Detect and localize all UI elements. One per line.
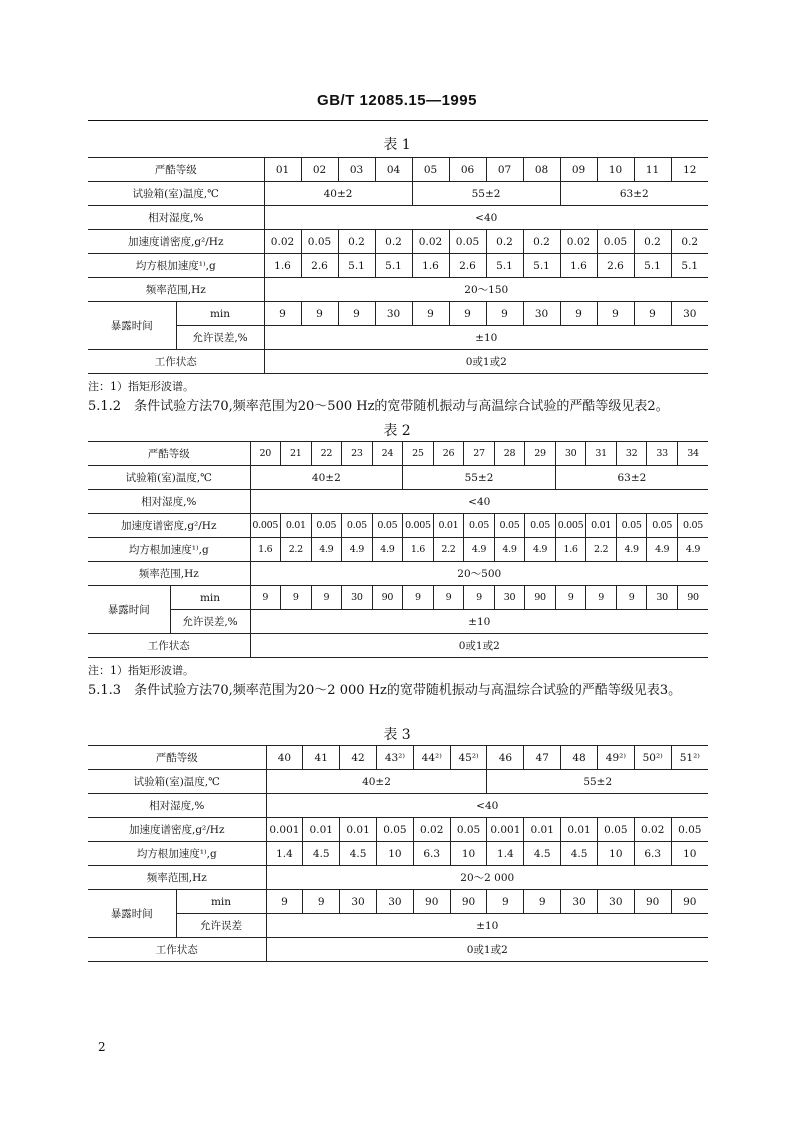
minutes-cell: 9 (487, 890, 524, 914)
severity-cell: 04 (375, 158, 412, 182)
minutes-cell: 9 (597, 302, 634, 326)
table2-severity-row (88, 442, 708, 466)
exposure-label: 暴露时间 (88, 890, 176, 938)
asd-cell: 0.05 (597, 230, 634, 254)
page-number: 2 (98, 1040, 106, 1054)
minutes-cell: 30 (597, 890, 634, 914)
table2-temp-row (88, 466, 708, 490)
asd-cell: 0.05 (372, 514, 403, 538)
minutes-cell: 9 (560, 302, 597, 326)
minutes-cell: 9 (338, 302, 375, 326)
table3-caption: 表 3 (383, 727, 411, 743)
table1-humidity-row (88, 206, 708, 230)
freq-cell: 20～500 (250, 562, 708, 586)
paragraph-5-1-2: 5.1.2 条件试验方法70,频率范围为20～500 Hz的宽带随机振动与高温综合试验的严酷等级见表2。 (88, 399, 669, 414)
state-cell: 0或1或2 (266, 938, 708, 962)
minutes-cell: 9 (555, 586, 586, 610)
minutes-cell: 30 (647, 586, 678, 610)
humidity-label: 相对湿度,% (88, 490, 250, 514)
rms-cell: 4.9 (494, 538, 525, 562)
severity-cell: 09 (560, 158, 597, 182)
table3-rms-row (88, 842, 708, 866)
rms-cell: 5.1 (523, 254, 560, 278)
tol-cell: ±10 (250, 610, 708, 634)
asd-cell: 0.02 (264, 230, 301, 254)
minutes-cell: 90 (634, 890, 671, 914)
table1-freq-row (88, 278, 708, 302)
severity-cell: 44²⁾ (413, 746, 450, 770)
min-label: min (176, 302, 264, 326)
asd-cell: 0.05 (616, 514, 647, 538)
asd-cell: 0.02 (412, 230, 449, 254)
rms-cell: 4.9 (311, 538, 342, 562)
rms-cell: 10 (376, 842, 413, 866)
rms-cell: 5.1 (486, 254, 523, 278)
severity-cell: 07 (486, 158, 523, 182)
severity-cell: 28 (494, 442, 525, 466)
asd-cell: 0.05 (647, 514, 678, 538)
asd-label: 加速度谱密度,g²/Hz (88, 818, 266, 842)
severity-cell: 40 (266, 746, 303, 770)
minutes-cell: 30 (671, 302, 708, 326)
minutes-cell: 9 (311, 586, 342, 610)
asd-cell: 0.05 (449, 230, 486, 254)
minutes-cell: 9 (449, 302, 486, 326)
severity-cell: 12 (671, 158, 708, 182)
rms-cell: 4.9 (647, 538, 678, 562)
table1-caption: 表 1 (383, 137, 411, 153)
asd-cell: 0.01 (281, 514, 312, 538)
table3-temp-row (88, 770, 708, 794)
rms-cell: 1.6 (264, 254, 301, 278)
tol-label: 允许误差 (176, 914, 266, 938)
rms-cell: 4.9 (616, 538, 647, 562)
rms-cell: 1.4 (266, 842, 303, 866)
asd-cell: 0.01 (340, 818, 377, 842)
rms-cell: 10 (597, 842, 634, 866)
rms-cell: 2.2 (586, 538, 617, 562)
minutes-cell: 9 (412, 302, 449, 326)
freq-cell: 20～150 (264, 278, 708, 302)
asd-cell: 0.2 (523, 230, 560, 254)
state-label: 工作状态 (88, 634, 250, 658)
rms-cell: 5.1 (375, 254, 412, 278)
severity-cell: 43²⁾ (376, 746, 413, 770)
rms-cell: 4.9 (525, 538, 556, 562)
asd-cell: 0.005 (403, 514, 434, 538)
minutes-cell: 90 (525, 586, 556, 610)
asd-cell: 0.01 (303, 818, 340, 842)
exposure-label: 暴露时间 (88, 302, 176, 350)
asd-cell: 0.001 (266, 818, 303, 842)
minutes-cell: 90 (372, 586, 403, 610)
severity-cell: 41 (303, 746, 340, 770)
rms-cell: 2.6 (301, 254, 338, 278)
asd-cell: 0.01 (433, 514, 464, 538)
asd-cell: 0.05 (376, 818, 413, 842)
freq-cell: 20～2 000 (266, 866, 708, 890)
rms-label: 均方根加速度¹⁾,g (88, 842, 266, 866)
temp-cell: 55±2 (412, 182, 560, 206)
temp-cell: 40±2 (250, 466, 403, 490)
rms-cell: 2.2 (281, 538, 312, 562)
minutes-cell: 9 (403, 586, 434, 610)
table1-asd-row (88, 230, 708, 254)
asd-cell: 0.05 (464, 514, 495, 538)
asd-cell: 0.2 (338, 230, 375, 254)
minutes-cell: 9 (281, 586, 312, 610)
freq-label: 频率范围,Hz (88, 866, 266, 890)
minutes-cell: 30 (375, 302, 412, 326)
severity-cell: 32 (616, 442, 647, 466)
table2-state-row (88, 634, 708, 658)
minutes-cell: 9 (266, 890, 303, 914)
severity-cell: 25 (403, 442, 434, 466)
minutes-cell: 90 (413, 890, 450, 914)
severity-cell: 42 (340, 746, 377, 770)
minutes-cell: 9 (250, 586, 281, 610)
severity-cell: 08 (523, 158, 560, 182)
severity-cell: 29 (525, 442, 556, 466)
asd-cell: 0.01 (524, 818, 561, 842)
minutes-cell: 9 (634, 302, 671, 326)
severity-cell: 21 (281, 442, 312, 466)
min-label: min (176, 890, 266, 914)
table1-note: 注：1）指矩形波谱。 (88, 380, 194, 393)
rms-cell: 1.4 (487, 842, 524, 866)
minutes-cell: 30 (561, 890, 598, 914)
table3-tol-row (88, 914, 708, 938)
minutes-cell: 90 (677, 586, 708, 610)
rms-cell: 6.3 (634, 842, 671, 866)
severity-cell: 22 (311, 442, 342, 466)
severity-cell: 45²⁾ (450, 746, 487, 770)
rms-cell: 4.5 (561, 842, 598, 866)
minutes-cell: 30 (342, 586, 373, 610)
rms-cell: 10 (450, 842, 487, 866)
severity-label: 严酷等级 (88, 158, 264, 182)
rms-cell: 2.2 (433, 538, 464, 562)
asd-cell: 0.2 (375, 230, 412, 254)
temp-cell: 40±2 (264, 182, 412, 206)
severity-cell: 05 (412, 158, 449, 182)
severity-cell: 03 (338, 158, 375, 182)
asd-cell: 0.02 (413, 818, 450, 842)
asd-cell: 0.05 (342, 514, 373, 538)
severity-cell: 11 (634, 158, 671, 182)
humidity-label: 相对湿度,% (88, 794, 266, 818)
asd-cell: 0.05 (597, 818, 634, 842)
freq-label: 频率范围,Hz (88, 278, 264, 302)
min-label: min (170, 586, 250, 610)
table2-caption: 表 2 (383, 423, 411, 439)
state-cell: 0或1或2 (250, 634, 708, 658)
table2-asd-row (88, 514, 708, 538)
rms-cell: 4.9 (342, 538, 373, 562)
table3-asd-row (88, 818, 708, 842)
asd-cell: 0.005 (250, 514, 281, 538)
table3 (88, 745, 708, 962)
table3-min-row (88, 890, 708, 914)
asd-cell: 0.05 (450, 818, 487, 842)
rms-cell: 5.1 (634, 254, 671, 278)
asd-cell: 0.2 (634, 230, 671, 254)
severity-cell: 06 (449, 158, 486, 182)
severity-cell: 47 (524, 746, 561, 770)
table2-freq-row (88, 562, 708, 586)
minutes-cell: 90 (450, 890, 487, 914)
asd-cell: 0.005 (555, 514, 586, 538)
humidity-cell: <40 (250, 490, 708, 514)
table1-min-row (88, 302, 708, 326)
table2-min-row (88, 586, 708, 610)
temp-cell: 63±2 (560, 182, 708, 206)
severity-cell: 23 (342, 442, 373, 466)
severity-cell: 24 (372, 442, 403, 466)
exposure-label: 暴露时间 (88, 586, 170, 634)
asd-label: 加速度谱密度,g²/Hz (88, 230, 264, 254)
asd-label: 加速度谱密度,g²/Hz (88, 514, 250, 538)
severity-cell: 10 (597, 158, 634, 182)
asd-cell: 0.01 (586, 514, 617, 538)
minutes-cell: 9 (616, 586, 647, 610)
table1-rms-row (88, 254, 708, 278)
rms-cell: 4.9 (677, 538, 708, 562)
table1-severity-row (88, 158, 708, 182)
table3-state-row (88, 938, 708, 962)
rms-cell: 4.5 (340, 842, 377, 866)
rms-cell: 2.6 (597, 254, 634, 278)
asd-cell: 0.01 (561, 818, 598, 842)
asd-cell: 0.001 (487, 818, 524, 842)
tol-cell: ±10 (264, 326, 708, 350)
asd-cell: 0.05 (677, 514, 708, 538)
humidity-cell: <40 (264, 206, 708, 230)
rms-cell: 2.6 (449, 254, 486, 278)
table3-severity-row (88, 746, 708, 770)
state-cell: 0或1或2 (264, 350, 708, 374)
severity-cell: 31 (586, 442, 617, 466)
minutes-cell: 9 (486, 302, 523, 326)
table3-humidity-row (88, 794, 708, 818)
minutes-cell: 9 (303, 890, 340, 914)
temp-cell: 63±2 (555, 466, 708, 490)
asd-cell: 0.05 (301, 230, 338, 254)
rms-cell: 5.1 (338, 254, 375, 278)
asd-cell: 0.2 (486, 230, 523, 254)
table2-note: 注：1）指矩形波谱。 (88, 664, 194, 677)
rms-cell: 1.6 (560, 254, 597, 278)
rms-cell: 1.6 (412, 254, 449, 278)
temp-cell: 55±2 (487, 770, 708, 794)
table2 (88, 441, 708, 658)
table1-tol-row (88, 326, 708, 350)
rms-cell: 4.5 (303, 842, 340, 866)
severity-cell: 48 (561, 746, 598, 770)
table1-state-row (88, 350, 708, 374)
header-rule (88, 120, 708, 121)
severity-cell: 20 (250, 442, 281, 466)
asd-cell: 0.2 (671, 230, 708, 254)
rms-cell: 6.3 (413, 842, 450, 866)
severity-cell: 50²⁾ (634, 746, 671, 770)
minutes-cell: 9 (433, 586, 464, 610)
severity-cell: 46 (487, 746, 524, 770)
temp-cell: 40±2 (266, 770, 487, 794)
severity-cell: 49²⁾ (597, 746, 634, 770)
temp-label: 试验箱(室)温度,℃ (88, 182, 264, 206)
minutes-cell: 30 (376, 890, 413, 914)
severity-cell: 30 (555, 442, 586, 466)
asd-cell: 0.02 (634, 818, 671, 842)
rms-cell: 10 (671, 842, 708, 866)
minutes-cell: 9 (524, 890, 561, 914)
minutes-cell: 30 (340, 890, 377, 914)
asd-cell: 0.02 (560, 230, 597, 254)
minutes-cell: 9 (464, 586, 495, 610)
minutes-cell: 9 (264, 302, 301, 326)
rms-cell: 5.1 (671, 254, 708, 278)
rms-cell: 4.9 (372, 538, 403, 562)
minutes-cell: 30 (494, 586, 525, 610)
rms-cell: 4.9 (464, 538, 495, 562)
asd-cell: 0.05 (671, 818, 708, 842)
rms-cell: 4.5 (524, 842, 561, 866)
temp-cell: 55±2 (403, 466, 556, 490)
severity-cell: 34 (677, 442, 708, 466)
tol-cell: ±10 (266, 914, 708, 938)
severity-cell: 33 (647, 442, 678, 466)
asd-cell: 0.05 (494, 514, 525, 538)
severity-cell: 27 (464, 442, 495, 466)
tol-label: 允许误差,% (176, 326, 264, 350)
humidity-cell: <40 (266, 794, 708, 818)
minutes-cell: 90 (671, 890, 708, 914)
tol-label: 允许误差,% (170, 610, 250, 634)
state-label: 工作状态 (88, 350, 264, 374)
paragraph-5-1-3: 5.1.3 条件试验方法70,频率范围为20～2 000 Hz的宽带随机振动与高温综合试验的严酷等级见表3。 (88, 683, 682, 698)
severity-cell: 26 (433, 442, 464, 466)
temp-label: 试验箱(室)温度,℃ (88, 466, 250, 490)
table1-temp-row (88, 182, 708, 206)
humidity-label: 相对湿度,% (88, 206, 264, 230)
temp-label: 试验箱(室)温度,℃ (88, 770, 266, 794)
severity-cell: 51²⁾ (671, 746, 708, 770)
rms-cell: 1.6 (250, 538, 281, 562)
table2-humidity-row (88, 490, 708, 514)
document-header: GB/T 12085.15—1995 (317, 92, 477, 109)
severity-cell: 02 (301, 158, 338, 182)
table1 (88, 157, 708, 374)
asd-cell: 0.05 (525, 514, 556, 538)
freq-label: 频率范围,Hz (88, 562, 250, 586)
state-label: 工作状态 (88, 938, 266, 962)
severity-label: 严酷等级 (88, 746, 266, 770)
rms-cell: 1.6 (403, 538, 434, 562)
table2-tol-row (88, 610, 708, 634)
severity-cell: 01 (264, 158, 301, 182)
minutes-cell: 9 (301, 302, 338, 326)
table3-freq-row (88, 866, 708, 890)
rms-cell: 1.6 (555, 538, 586, 562)
minutes-cell: 9 (586, 586, 617, 610)
minutes-cell: 30 (523, 302, 560, 326)
severity-label: 严酷等级 (88, 442, 250, 466)
rms-label: 均方根加速度¹⁾,g (88, 538, 250, 562)
table2-rms-row (88, 538, 708, 562)
asd-cell: 0.05 (311, 514, 342, 538)
rms-label: 均方根加速度¹⁾,g (88, 254, 264, 278)
